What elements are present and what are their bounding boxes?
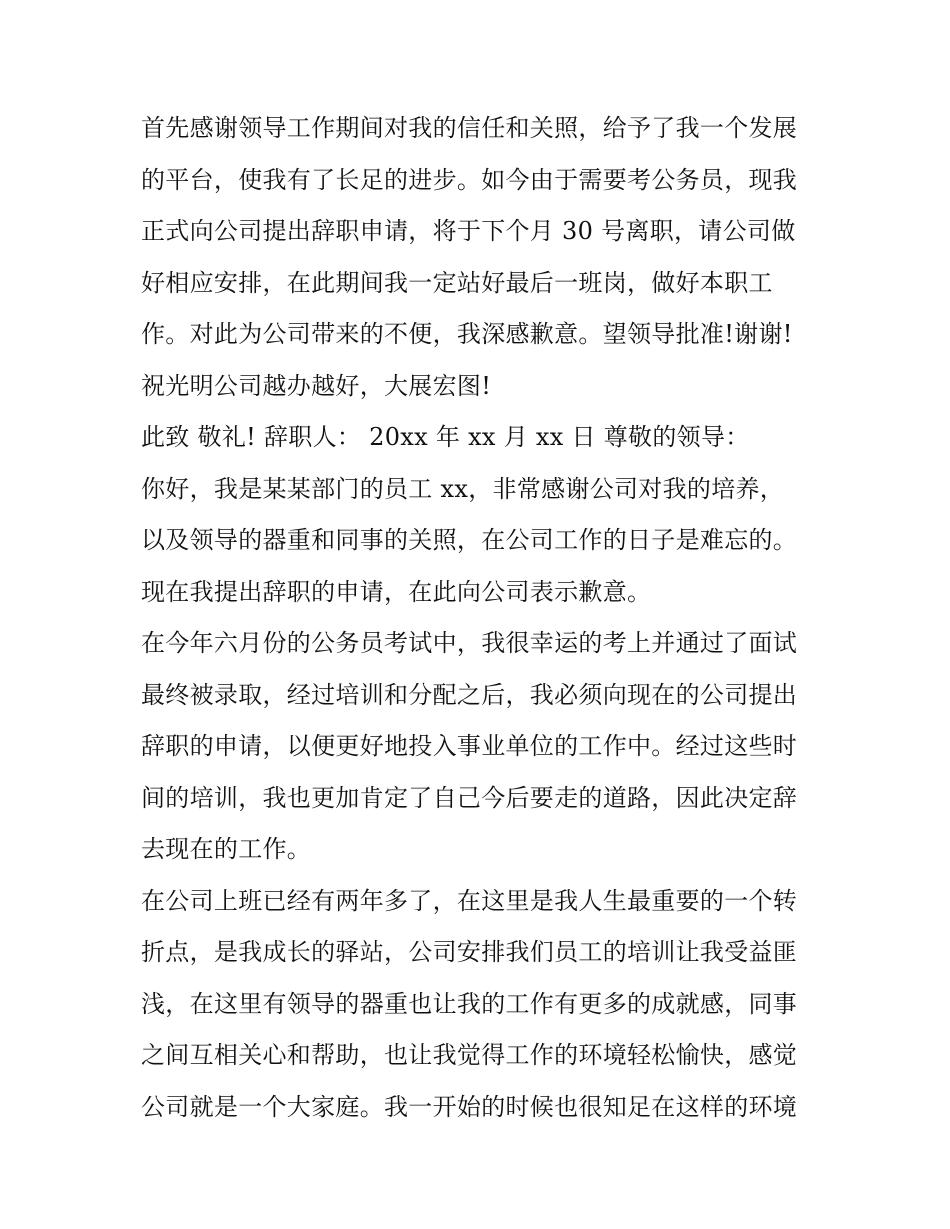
- text-line: 在今年六月份的公务员考试中，我很幸运的考上并通过了面试: [141, 629, 798, 657]
- text-line: 现在我提出辞职的申请，在此向公司表示歉意。: [141, 577, 652, 606]
- text-line: 好相应安排，在此期间我一定站好最后一班岗，做好本职工: [141, 268, 773, 297]
- text-line: 你好，我是某某部门的员工 xx，非常感谢公司对我的培养，: [141, 474, 785, 503]
- text-line: 此致 敬礼! 辞职人： 20xx 年 xx 月 xx 日 尊敬的领导：: [141, 423, 750, 451]
- text-line: 折点，是我成长的驿站，公司安排我们员工的培训让我受益匪: [141, 938, 798, 966]
- text-line: 作。对此为公司带来的不便，我深感歉意。望领导批准!谢谢!: [141, 320, 793, 348]
- letter-body: [141, 108, 821, 1138]
- text-line: 辞职的申请，以便更好地投入事业单位的工作中。经过这些时: [141, 732, 798, 760]
- text-line: 公司就是一个大家庭。我一开始的时候也很知足在这样的环境: [141, 1092, 798, 1121]
- text-line: 首先感谢领导工作期间对我的信任和关照，给予了我一个发展: [141, 114, 798, 142]
- text-line: 去现在的工作。: [141, 835, 312, 863]
- text-line: 的平台，使我有了长足的进步。如今由于需要考公务员，现我: [141, 165, 798, 194]
- text-line: 以及领导的器重和同事的关照，在公司工作的日子是难忘的。: [141, 526, 798, 554]
- text-line: 正式向公司提出辞职申请，将于下个月 30 号离职，请公司做: [141, 217, 796, 245]
- text-line: 祝光明公司越办越好，大展宏图!: [141, 371, 492, 400]
- text-line: 浅，在这里有领导的器重也让我的工作有更多的成就感，同事: [141, 989, 798, 1018]
- text-line: 之间互相关心和帮助，也让我觉得工作的环境轻松愉快，感觉: [141, 1041, 798, 1069]
- text-line: 最终被录取，经过培训和分配之后，我必须向现在的公司提出: [141, 680, 798, 709]
- text-line: 在公司上班已经有两年多了，在这里是我人生最重要的一个转: [141, 886, 798, 915]
- text-line: 间的培训，我也更加肯定了自己今后要走的道路，因此决定辞: [141, 783, 798, 812]
